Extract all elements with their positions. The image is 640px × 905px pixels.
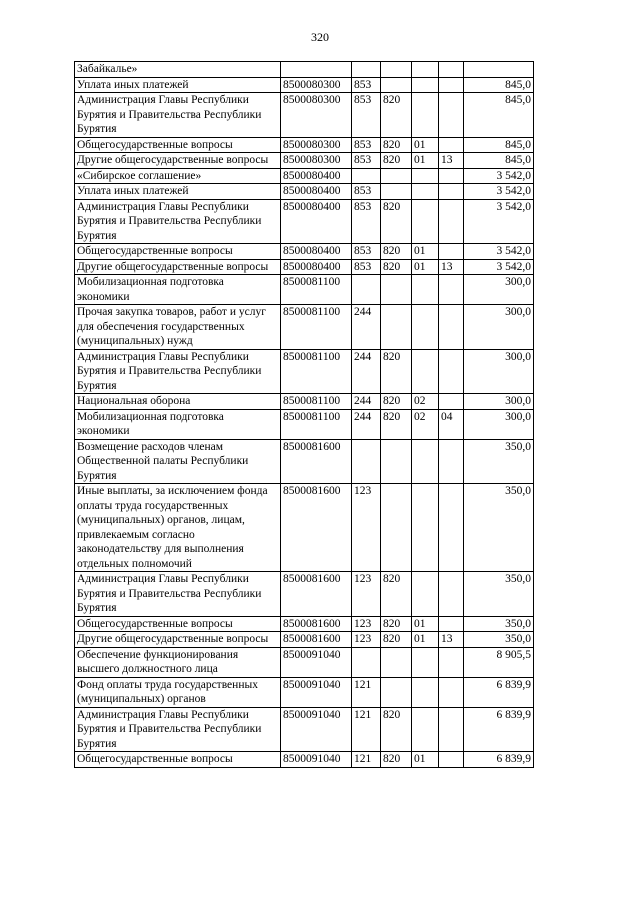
target-article-cell: 8500080300: [281, 153, 352, 169]
administrator-code-cell: 820: [381, 572, 412, 617]
table-row: [75, 394, 534, 410]
administrator-code-cell: 820: [381, 409, 412, 439]
expense-type-cell: [352, 62, 381, 78]
table-row: [75, 632, 534, 648]
administrator-code-cell: [381, 275, 412, 305]
expense-type-cell: 853: [352, 153, 381, 169]
section-code-cell: 01: [412, 137, 439, 153]
subsection-code-cell: [439, 752, 464, 768]
administrator-code-cell: [381, 184, 412, 200]
item-name-cell: Общегосударственные вопросы: [75, 137, 281, 153]
amount-cell: 300,0: [464, 305, 534, 350]
administrator-code-cell: 820: [381, 153, 412, 169]
administrator-code-cell: 820: [381, 752, 412, 768]
section-code-cell: [412, 168, 439, 184]
expense-type-cell: 853: [352, 259, 381, 275]
table-row: [75, 168, 534, 184]
table-row: [75, 707, 534, 752]
expense-type-cell: 123: [352, 632, 381, 648]
subsection-code-cell: [439, 305, 464, 350]
amount-cell: 6 839,9: [464, 677, 534, 707]
administrator-code-cell: [381, 484, 412, 572]
target-article-cell: [281, 62, 352, 78]
administrator-code-cell: [381, 77, 412, 93]
expense-type-cell: 123: [352, 572, 381, 617]
subsection-code-cell: [439, 616, 464, 632]
expense-type-cell: 853: [352, 199, 381, 244]
table-row: [75, 93, 534, 138]
subsection-code-cell: 13: [439, 632, 464, 648]
amount-cell: 300,0: [464, 394, 534, 410]
item-name-cell: Администрация Главы Республики Бурятия и Правительства Республики Бурятия: [75, 572, 281, 617]
amount-cell: [464, 62, 534, 78]
table-row: [75, 305, 534, 350]
administrator-code-cell: [381, 168, 412, 184]
target-article-cell: 8500091040: [281, 677, 352, 707]
subsection-code-cell: [439, 677, 464, 707]
expense-type-cell: [352, 168, 381, 184]
subsection-code-cell: [439, 707, 464, 752]
subsection-code-cell: [439, 199, 464, 244]
item-name-cell: Общегосударственные вопросы: [75, 616, 281, 632]
section-code-cell: 01: [412, 616, 439, 632]
table-row: [75, 275, 534, 305]
target-article-cell: 8500081100: [281, 305, 352, 350]
administrator-code-cell: [381, 677, 412, 707]
section-code-cell: [412, 484, 439, 572]
section-code-cell: 01: [412, 153, 439, 169]
item-name-cell: Общегосударственные вопросы: [75, 244, 281, 260]
administrator-code-cell: 820: [381, 616, 412, 632]
table-row: [75, 153, 534, 169]
amount-cell: 350,0: [464, 439, 534, 484]
expense-type-cell: 244: [352, 394, 381, 410]
budget-table: [74, 61, 534, 768]
expense-type-cell: [352, 439, 381, 484]
target-article-cell: 8500081600: [281, 616, 352, 632]
table-row: [75, 62, 534, 78]
amount-cell: 6 839,9: [464, 752, 534, 768]
section-code-cell: 01: [412, 244, 439, 260]
section-code-cell: [412, 572, 439, 617]
subsection-code-cell: [439, 275, 464, 305]
section-code-cell: [412, 62, 439, 78]
expense-type-cell: 244: [352, 409, 381, 439]
subsection-code-cell: [439, 184, 464, 200]
section-code-cell: [412, 677, 439, 707]
table-row: [75, 752, 534, 768]
table-row: [75, 349, 534, 394]
expense-type-cell: 853: [352, 137, 381, 153]
item-name-cell: Уплата иных платежей: [75, 184, 281, 200]
target-article-cell: 8500081100: [281, 409, 352, 439]
expense-type-cell: 121: [352, 752, 381, 768]
target-article-cell: 8500081600: [281, 439, 352, 484]
amount-cell: 3 542,0: [464, 244, 534, 260]
table-row: [75, 137, 534, 153]
item-name-cell: Администрация Главы Республики Бурятия и Правительства Республики Бурятия: [75, 93, 281, 138]
table-row: [75, 439, 534, 484]
expense-type-cell: 853: [352, 93, 381, 138]
administrator-code-cell: 820: [381, 244, 412, 260]
expense-type-cell: 123: [352, 484, 381, 572]
item-name-cell: Забайкалье»: [75, 62, 281, 78]
amount-cell: 8 905,5: [464, 647, 534, 677]
target-article-cell: 8500080400: [281, 259, 352, 275]
expense-type-cell: 244: [352, 305, 381, 350]
section-code-cell: [412, 707, 439, 752]
expense-type-cell: 121: [352, 707, 381, 752]
amount-cell: 3 542,0: [464, 259, 534, 275]
section-code-cell: 01: [412, 632, 439, 648]
expense-type-cell: [352, 647, 381, 677]
subsection-code-cell: [439, 93, 464, 138]
subsection-code-cell: [439, 394, 464, 410]
item-name-cell: Прочая закупка товаров, работ и услуг для обеспечения государственных (муниципальных) нужд: [75, 305, 281, 350]
target-article-cell: 8500080400: [281, 244, 352, 260]
expense-type-cell: 853: [352, 184, 381, 200]
expense-type-cell: 853: [352, 244, 381, 260]
target-article-cell: 8500081600: [281, 632, 352, 648]
amount-cell: 3 542,0: [464, 184, 534, 200]
amount-cell: 300,0: [464, 349, 534, 394]
budget-table-body: [75, 62, 534, 768]
table-row: [75, 244, 534, 260]
amount-cell: 845,0: [464, 77, 534, 93]
target-article-cell: 8500081600: [281, 572, 352, 617]
target-article-cell: 8500080400: [281, 199, 352, 244]
item-name-cell: Общегосударственные вопросы: [75, 752, 281, 768]
subsection-code-cell: [439, 77, 464, 93]
section-code-cell: 01: [412, 259, 439, 275]
amount-cell: 845,0: [464, 137, 534, 153]
table-row: [75, 199, 534, 244]
table-row: [75, 616, 534, 632]
amount-cell: 350,0: [464, 484, 534, 572]
target-article-cell: 8500081100: [281, 349, 352, 394]
administrator-code-cell: 820: [381, 707, 412, 752]
target-article-cell: 8500091040: [281, 752, 352, 768]
subsection-code-cell: 04: [439, 409, 464, 439]
item-name-cell: Фонд оплаты труда государственных (муниципальных) органов: [75, 677, 281, 707]
administrator-code-cell: [381, 305, 412, 350]
administrator-code-cell: 820: [381, 137, 412, 153]
amount-cell: 300,0: [464, 409, 534, 439]
amount-cell: 3 542,0: [464, 168, 534, 184]
table-row: [75, 77, 534, 93]
expense-type-cell: [352, 275, 381, 305]
table-row: [75, 259, 534, 275]
item-name-cell: Национальная оборона: [75, 394, 281, 410]
item-name-cell: Уплата иных платежей: [75, 77, 281, 93]
item-name-cell: Другие общегосударственные вопросы: [75, 153, 281, 169]
section-code-cell: [412, 349, 439, 394]
subsection-code-cell: [439, 572, 464, 617]
administrator-code-cell: [381, 62, 412, 78]
item-name-cell: Мобилизационная подготовка экономики: [75, 275, 281, 305]
amount-cell: 350,0: [464, 572, 534, 617]
target-article-cell: 8500080400: [281, 168, 352, 184]
section-code-cell: [412, 305, 439, 350]
target-article-cell: 8500091040: [281, 647, 352, 677]
item-name-cell: Обеспечение функционирования высшего должностного лица: [75, 647, 281, 677]
administrator-code-cell: 820: [381, 349, 412, 394]
subsection-code-cell: [439, 484, 464, 572]
target-article-cell: 8500080300: [281, 93, 352, 138]
item-name-cell: Администрация Главы Республики Бурятия и Правительства Республики Бурятия: [75, 199, 281, 244]
table-row: [75, 677, 534, 707]
section-code-cell: [412, 199, 439, 244]
subsection-code-cell: [439, 62, 464, 78]
target-article-cell: 8500091040: [281, 707, 352, 752]
amount-cell: 6 839,9: [464, 707, 534, 752]
section-code-cell: [412, 93, 439, 138]
target-article-cell: 8500081100: [281, 275, 352, 305]
target-article-cell: 8500081600: [281, 484, 352, 572]
subsection-code-cell: [439, 647, 464, 677]
expense-type-cell: 121: [352, 677, 381, 707]
subsection-code-cell: [439, 244, 464, 260]
administrator-code-cell: [381, 647, 412, 677]
table-row: [75, 572, 534, 617]
subsection-code-cell: 13: [439, 259, 464, 275]
amount-cell: 300,0: [464, 275, 534, 305]
section-code-cell: 02: [412, 409, 439, 439]
subsection-code-cell: [439, 137, 464, 153]
item-name-cell: Другие общегосударственные вопросы: [75, 632, 281, 648]
administrator-code-cell: 820: [381, 93, 412, 138]
amount-cell: 3 542,0: [464, 199, 534, 244]
table-row: [75, 647, 534, 677]
table-row: [75, 484, 534, 572]
item-name-cell: Возмещение расходов членам Общественной палаты Республики Бурятия: [75, 439, 281, 484]
amount-cell: 350,0: [464, 616, 534, 632]
target-article-cell: 8500080300: [281, 137, 352, 153]
target-article-cell: 8500080400: [281, 184, 352, 200]
subsection-code-cell: [439, 439, 464, 484]
item-name-cell: Администрация Главы Республики Бурятия и Правительства Республики Бурятия: [75, 707, 281, 752]
subsection-code-cell: [439, 168, 464, 184]
subsection-code-cell: 13: [439, 153, 464, 169]
section-code-cell: [412, 439, 439, 484]
table-row: [75, 409, 534, 439]
section-code-cell: 02: [412, 394, 439, 410]
expense-type-cell: 123: [352, 616, 381, 632]
expense-type-cell: 244: [352, 349, 381, 394]
administrator-code-cell: 820: [381, 632, 412, 648]
section-code-cell: [412, 647, 439, 677]
item-name-cell: Мобилизационная подготовка экономики: [75, 409, 281, 439]
expense-type-cell: 853: [352, 77, 381, 93]
page-number: 320: [311, 30, 329, 44]
administrator-code-cell: 820: [381, 259, 412, 275]
item-name-cell: Администрация Главы Республики Бурятия и Правительства Республики Бурятия: [75, 349, 281, 394]
target-article-cell: 8500081100: [281, 394, 352, 410]
section-code-cell: [412, 184, 439, 200]
subsection-code-cell: [439, 349, 464, 394]
administrator-code-cell: 820: [381, 394, 412, 410]
target-article-cell: 8500080300: [281, 77, 352, 93]
item-name-cell: Иные выплаты, за исключением фонда оплаты труда государственных (муниципальных) органов, лицам, привлекаемым согласно законодательству для выполнения отдельных полномочий: [75, 484, 281, 572]
table-row: [75, 184, 534, 200]
amount-cell: 845,0: [464, 93, 534, 138]
item-name-cell: «Сибирское соглашение»: [75, 168, 281, 184]
administrator-code-cell: 820: [381, 199, 412, 244]
administrator-code-cell: [381, 439, 412, 484]
section-code-cell: [412, 77, 439, 93]
item-name-cell: Другие общегосударственные вопросы: [75, 259, 281, 275]
amount-cell: 845,0: [464, 153, 534, 169]
amount-cell: 350,0: [464, 632, 534, 648]
section-code-cell: [412, 275, 439, 305]
section-code-cell: 01: [412, 752, 439, 768]
